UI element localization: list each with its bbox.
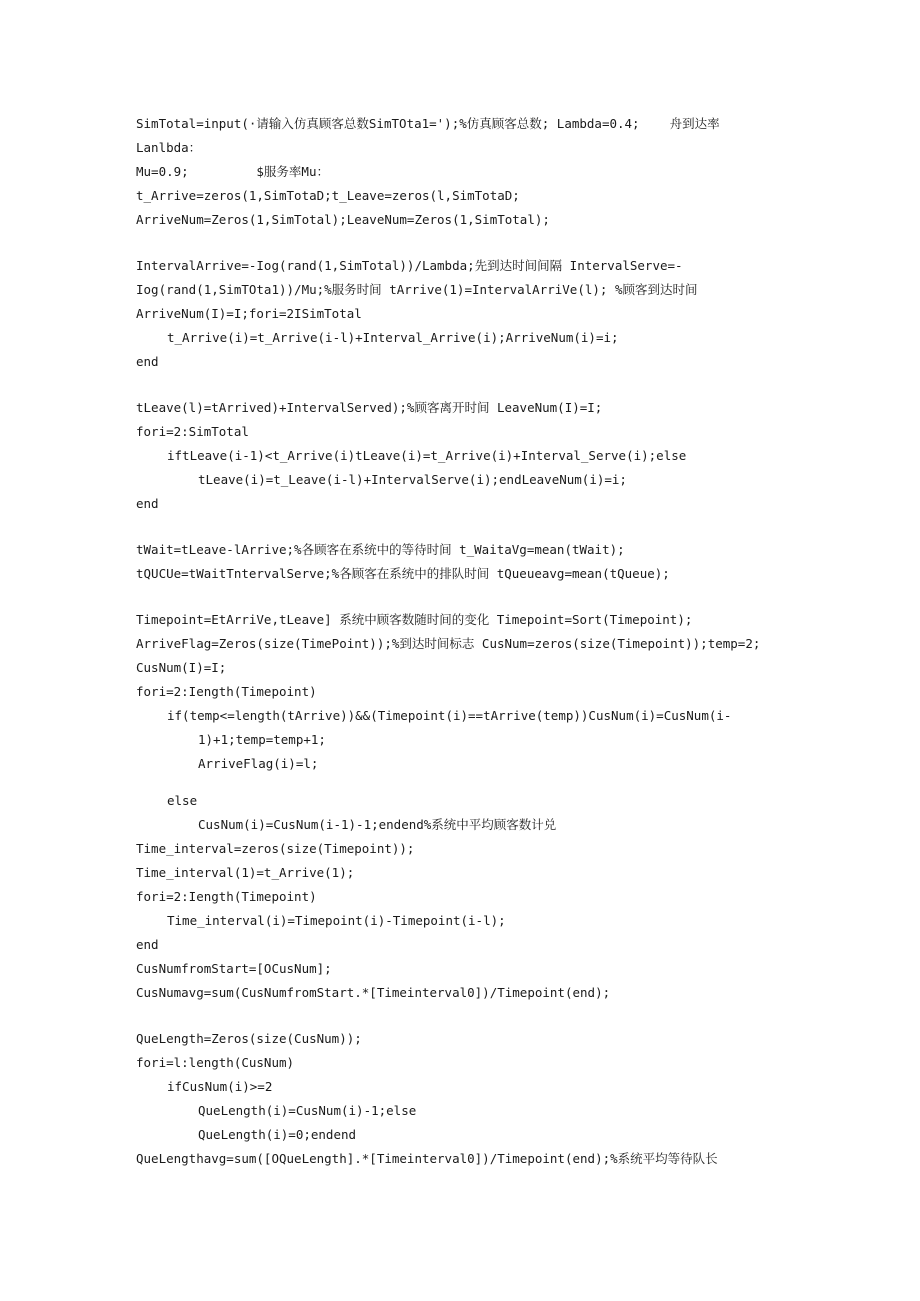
code-line: tQUCUe=tWaitTntervalServe;%各顾客在系统中的排队时间 tQueueavg=mean(tQueue);	[136, 566, 670, 581]
blank-line	[136, 1005, 776, 1027]
code-line: if(temp<=length(tArrive))&&(Timepoint(i)==tArrive(temp))CusNum(i)=CusNum(i-	[167, 708, 732, 723]
code-line: ArriveNum=Zeros(1,SimTotal);LeaveNum=Zeros(1,SimTotal);	[136, 212, 550, 227]
code-line: QueLength(i)=0;endend	[198, 1127, 357, 1142]
code-line: SimTotal=input(·请输入仿真顾客总数SimTOta1=');%仿真顾客总数; Lambda=0.4; 舟到达率	[136, 116, 720, 131]
code-line: end	[136, 354, 159, 369]
code-line: tWait=tLeave-lArrive;%各顾客在系统中的等待时间 t_WaitaVg=mean(tWait);	[136, 542, 625, 557]
code-line: fori=2:Iength(Timepoint)	[136, 684, 317, 699]
code-line: CusNumavg=sum(CusNumfromStart.*[Timeinterval0])/Timepoint(end);	[136, 985, 611, 1000]
code-line: IntervalArrive=-Iog(rand(1,SimTotal))/Lambda;先到达时间间隔 IntervalServe=-	[136, 258, 683, 273]
code-line: t_Arrive=zeros(1,SimTotaD;t_Leave=zeros(l,SimTotaD;	[136, 188, 520, 203]
code-line: else	[167, 793, 198, 808]
code-line: ArriveNum(I)=I;fori=2ISimTotal	[136, 306, 362, 321]
code-line: CusNumfromStart=[OCusNum];	[136, 961, 332, 976]
code-line: Mu=0.9; $服务率Mu：	[136, 164, 329, 179]
blank-line	[136, 776, 776, 789]
code-line: end	[136, 496, 159, 511]
code-line: end	[136, 937, 159, 952]
code-line: Lanlbda：	[136, 140, 202, 155]
code-line: tLeave(l)=tArrived)+IntervalServed);%顾客离开时间 LeaveNum(I)=I;	[136, 400, 603, 415]
code-line: QueLength(i)=CusNum(i)-1;else	[198, 1103, 417, 1118]
code-line: Time_interval(i)=Timepoint(i)-Timepoint(i-l);	[167, 913, 506, 928]
code-line: Time_interval(1)=t_Arrive(1);	[136, 865, 355, 880]
code-line: fori=2:SimTotal	[136, 424, 249, 439]
blank-line	[136, 586, 776, 608]
code-line: fori=l:length(CusNum)	[136, 1055, 295, 1070]
code-line: ArriveFlag=Zeros(size(TimePoint));%到达时间标志 CusNum=zeros(size(Timepoint));temp=2;	[136, 636, 761, 651]
code-line: CusNum(I)=I;	[136, 660, 227, 675]
code-line: tLeave(i)=t_Leave(i-l)+IntervalServe(i);endLeaveNum(i)=i;	[198, 472, 627, 487]
blank-line	[136, 516, 776, 538]
code-line: CusNum(i)=CusNum(i-1)-1;endend%系统中平均顾客数计兑	[198, 817, 557, 832]
code-line: ifCusNum(i)>=2	[167, 1079, 273, 1094]
code-line: Timepoint=EtArriVe,tLeave] 系统中顾客数随时间的变化 Timepoint=Sort(Timepoint);	[136, 612, 693, 627]
blank-line	[136, 374, 776, 396]
code-line: ArriveFlag(i)=l;	[198, 756, 319, 771]
code-line: Iog(rand(1,SimTOta1))/Mu;%服务时间 tArrive(1)=IntervalArriVe(l); %顾客到达时间	[136, 282, 698, 297]
code-line: QueLengthavg=sum([OQueLength].*[Timeinterval0])/Timepoint(end);%系统平均等待队长	[136, 1151, 718, 1166]
code-line: iftLeave(i-1)<t_Arrive(i)tLeave(i)=t_Arrive(i)+Interval_Serve(i);else	[167, 448, 687, 463]
code-listing	[136, 112, 776, 1171]
code-line: fori=2:Iength(Timepoint)	[136, 889, 317, 904]
code-line: QueLength=Zeros(size(CusNum));	[136, 1031, 362, 1046]
blank-line	[136, 232, 776, 254]
code-line: Time_interval=zeros(size(Timepoint));	[136, 841, 415, 856]
code-line: t_Arrive(i)=t_Arrive(i-l)+Interval_Arrive(i);ArriveNum(i)=i;	[167, 330, 619, 345]
code-line: 1)+1;temp=temp+1;	[198, 732, 326, 747]
